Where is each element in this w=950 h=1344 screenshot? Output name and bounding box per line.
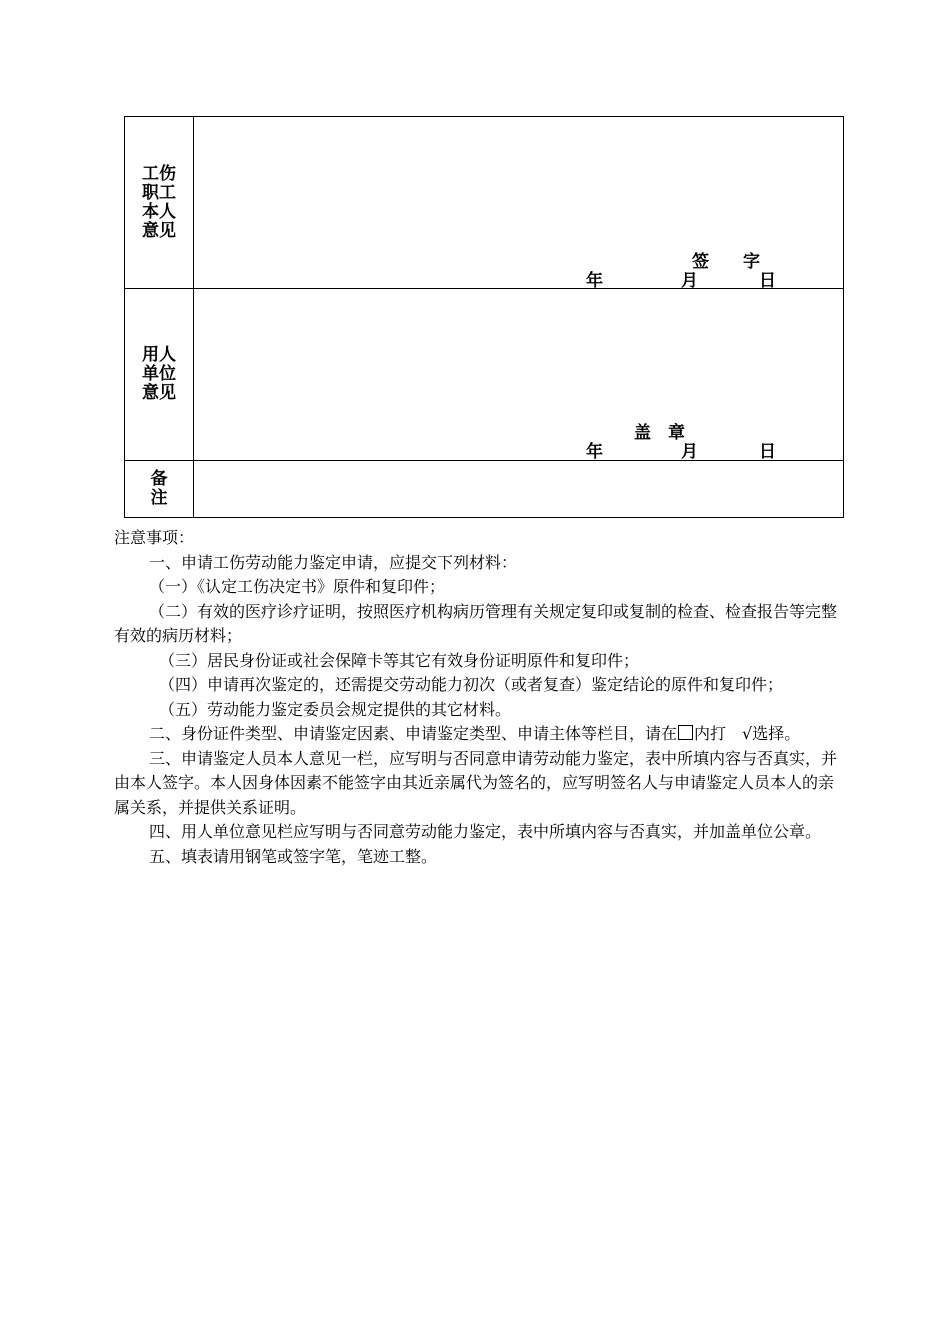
label-line: 意见: [142, 383, 176, 403]
date-day-label: 日: [759, 271, 776, 291]
notes-item: [114, 722, 838, 747]
notes-heading: 注意事项：: [114, 528, 195, 547]
remarks-label-cell: [125, 461, 194, 518]
employer-opinion-field[interactable]: [194, 289, 844, 461]
notes-item: （二）有效的医疗诊疗证明，按照医疗机构病历管理有关规定复印或复制的检查、检查报告等完整有效的病历材料；: [114, 601, 838, 645]
employer-opinion-row: [125, 289, 844, 461]
date-month-label: 月: [681, 442, 698, 462]
notes-item: 五、填表请用钢笔或签字笔，笔迹工整。: [149, 846, 438, 866]
remarks-row: [125, 461, 844, 518]
worker-opinion-field[interactable]: [194, 117, 844, 289]
notes-item: （一）《认定工伤决定书》原件和复印件；: [149, 577, 446, 596]
notes-item: （五）劳动能力鉴定委员会规定提供的其它材料。: [159, 699, 512, 719]
label-line: 单位: [142, 364, 176, 384]
opinion-table: [124, 116, 844, 518]
label-line: 职工: [142, 182, 176, 203]
notes-item: （三）居民身份证或社会保障卡等其它有效身份证明原件和复印件；: [159, 650, 640, 670]
remarks-label: [125, 470, 193, 508]
checkbox-icon: [678, 725, 693, 740]
label-line: 意见: [142, 220, 176, 241]
notes-item: （四）申请再次鉴定的，还需提交劳动能力初次（或者复查）鉴定结论的原件和复印件；: [159, 675, 784, 694]
notes-item-text: 内打 √选择。: [694, 724, 801, 743]
date-year-label: 年: [586, 271, 603, 291]
notes-item: 一、申请工伤劳动能力鉴定申请，应提交下列材料：: [149, 552, 518, 572]
signature-label: 签 字: [692, 252, 760, 272]
employer-opinion-label-cell: [125, 289, 194, 461]
worker-opinion-row: [125, 117, 844, 289]
notes-item: 四、用人单位意见栏应写明与否同意劳动能力鉴定，表中所填内容与否真实，并加盖单位公章。: [149, 822, 822, 841]
employer-opinion-label: [125, 346, 193, 403]
worker-opinion-label-cell: [125, 117, 194, 289]
remarks-field[interactable]: [194, 461, 844, 518]
label-line: 用人: [142, 345, 176, 365]
label-line: 备: [150, 469, 168, 489]
date-year-label: 年: [586, 442, 603, 462]
notes-item: 三、申请鉴定人员本人意见一栏，应写明与否同意申请劳动能力鉴定，表中所填内容与否真实，并由本人签字。本人因身体因素不能签字由其近亲属代为签名的，应写明签名人与申请鉴定人员本人的亲属关系，并提供关系证明。: [114, 748, 838, 817]
worker-opinion-label: [125, 165, 193, 241]
seal-label: 盖 章: [634, 423, 685, 443]
label-line: 工伤: [142, 163, 176, 184]
notes-section: [114, 526, 838, 869]
label-line: 本人: [142, 201, 176, 222]
label-line: 注: [150, 488, 168, 508]
date-day-label: 日: [759, 442, 776, 462]
date-month-label: 月: [681, 271, 698, 291]
notes-item-text: 二、身份证件类型、申请鉴定因素、申请鉴定类型、申请主体等栏目，请在: [149, 724, 678, 743]
